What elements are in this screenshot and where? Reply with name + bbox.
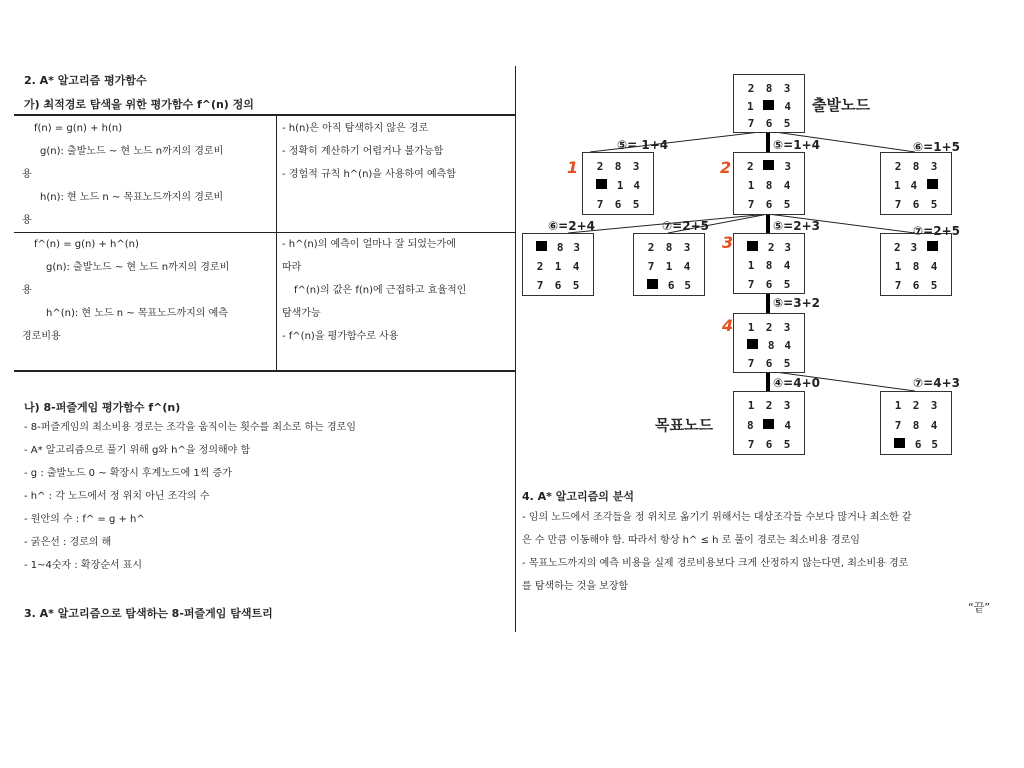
puzzle-tile: 2: [765, 320, 773, 334]
puzzle-row: [734, 160, 804, 173]
puzzle-tile: 3: [930, 399, 938, 413]
cell-line: 용: [22, 215, 32, 226]
puzzle-tile: 4: [930, 418, 938, 432]
puzzle-tile: 2: [747, 81, 755, 95]
f-value-d2: ⑦=4+3: [913, 376, 960, 390]
puzzle-tile: 8: [912, 160, 920, 174]
puzzle-tile: 8: [614, 160, 622, 174]
puzzle-tile: 1: [665, 260, 673, 274]
puzzle-tile: 1: [554, 260, 562, 274]
puzzle-tile: 7: [596, 198, 604, 212]
blank-tile: [763, 100, 774, 110]
list-item: - g : 출발노드 0 ~ 확장시 후계노드에 1씩 증가: [24, 468, 232, 479]
cell-line: g(n): 출발노드 ~ 현 노드 n까지의 경로비: [40, 146, 224, 157]
puzzle-tile: 5: [931, 437, 939, 451]
puzzle-tile: 3: [783, 320, 791, 334]
puzzle-tile: 1: [746, 99, 754, 113]
puzzle-node-b4: [880, 233, 952, 296]
cell-line: 용: [22, 285, 32, 296]
puzzle-tile: 2: [596, 160, 604, 174]
subsection-a-title: 가) 최적경로 탐색을 위한 평가함수 f^(n) 정의: [24, 98, 254, 111]
list-item: - 1~4숫자 : 확장순서 표시: [24, 560, 143, 571]
f-value-a1: ⑤= 1+4: [617, 138, 669, 152]
puzzle-row: [523, 241, 593, 254]
puzzle-tile: 8: [765, 179, 773, 193]
puzzle-tile: 3: [930, 160, 938, 174]
puzzle-tile: 5: [632, 198, 640, 212]
puzzle-tile: 7: [894, 279, 902, 293]
puzzle-tile: 6: [765, 277, 773, 291]
puzzle-tile: 2: [746, 160, 754, 174]
puzzle-row: [881, 160, 951, 173]
puzzle-row: [881, 179, 951, 192]
paragraph-line: - 임의 노드에서 조각들을 정 위치로 옮기기 위해서는 대상조각들 수보다 많거나 최소한 같: [522, 512, 912, 523]
puzzle-tile: 6: [914, 437, 922, 451]
blank-tile: [894, 438, 905, 448]
end-mark: “끝”: [968, 601, 991, 614]
blank-tile: [596, 179, 607, 189]
puzzle-tile: 6: [614, 198, 622, 212]
blank-tile: [763, 419, 774, 429]
list-item: - A* 알고리즘으로 풀기 위해 g와 h^을 정의해야 함: [24, 445, 251, 456]
blank-tile: [647, 279, 658, 289]
puzzle-tile: 7: [647, 260, 655, 274]
puzzle-tile: 7: [747, 356, 755, 370]
puzzle-tile: 5: [930, 279, 938, 293]
puzzle-row: [881, 198, 951, 211]
puzzle-tile: 1: [894, 260, 902, 274]
puzzle-tile: 4: [784, 99, 792, 113]
puzzle-tile: 3: [783, 399, 791, 413]
f-value-b2: ⑦=2+5: [662, 219, 709, 233]
puzzle-row: [583, 160, 653, 173]
puzzle-tile: 5: [783, 117, 791, 131]
puzzle-row: [583, 198, 653, 211]
start-node-label: 출발노드: [812, 96, 870, 114]
expansion-step-1: 1: [567, 158, 579, 177]
puzzle-row: [634, 260, 704, 273]
blank-tile: [747, 339, 758, 349]
f-value-d1: ④=4+0: [773, 376, 820, 390]
puzzle-tile: 4: [930, 260, 938, 274]
puzzle-tile: 8: [912, 418, 920, 432]
expansion-step-3: 3: [722, 233, 734, 252]
puzzle-tile: 2: [893, 241, 901, 255]
puzzle-tile: 1: [747, 399, 755, 413]
cell-line: 경로비용: [22, 331, 61, 342]
puzzle-row: [734, 100, 804, 113]
paragraph-line: - 목표노드까지의 예측 비용을 실제 경로비용보다 크게 산정하지 않는다면, 최소비용 경로: [522, 558, 909, 569]
puzzle-tile: 8: [665, 241, 673, 255]
puzzle-node-goal: [733, 391, 805, 455]
puzzle-tile: 4: [783, 259, 791, 273]
f-value-b3: ⑤=2+3: [773, 219, 820, 233]
puzzle-tile: 6: [765, 198, 773, 212]
section4-body: [522, 511, 912, 603]
puzzle-row: [734, 241, 804, 254]
puzzle-tile: 1: [893, 179, 901, 193]
puzzle-tile: 6: [912, 279, 920, 293]
cell-line: f(n) = g(n) + h(n): [34, 123, 123, 134]
puzzle-tile: 6: [667, 279, 675, 293]
puzzle-tile: 6: [765, 437, 773, 451]
puzzle-row: [881, 438, 951, 451]
puzzle-tile: 4: [633, 179, 641, 193]
cell-line: h(n): 현 노드 n ~ 목표노드까지의 경로비: [40, 192, 224, 203]
puzzle-row: [734, 321, 804, 334]
puzzle-tile: 7: [894, 418, 902, 432]
puzzle-node-a3: [880, 152, 952, 215]
puzzle-tile: 4: [784, 418, 792, 432]
puzzle-tile: 8: [746, 418, 754, 432]
puzzle-row: [523, 279, 593, 292]
cell-line: 따라: [282, 262, 302, 273]
puzzle-row: [734, 259, 804, 272]
puzzle-row: [881, 241, 951, 254]
puzzle-node-a2: [733, 152, 805, 215]
puzzle-tile: 4: [572, 260, 580, 274]
puzzle-row: [583, 179, 653, 192]
puzzle-row: [734, 117, 804, 130]
puzzle-row: [881, 260, 951, 273]
puzzle-tile: 5: [783, 437, 791, 451]
goal-node-label: 목표노드: [655, 416, 713, 434]
cell-line: f^(n) = g(n) + h^(n): [34, 239, 139, 250]
list-item: - 원안의 수 : f^ = g + h^: [24, 514, 145, 525]
blank-tile: [763, 160, 774, 170]
cell-line: - h^(n)의 예측이 얼마나 잘 되었는가에: [282, 239, 456, 250]
puzzle-tile: 3: [784, 160, 792, 174]
puzzle-tile: 4: [683, 260, 691, 274]
cell-line: h^(n): 현 노드 n ~ 목표노드까지의 예측: [46, 308, 228, 319]
puzzle-row: [734, 339, 804, 352]
puzzle-tile: 3: [784, 241, 792, 255]
section2-title: 2. A* 알고리즘 평가함수: [24, 74, 147, 87]
f-value-c1: ⑤=3+2: [773, 296, 820, 310]
puzzle-node-a1: [582, 152, 654, 215]
puzzle-tile: 4: [784, 338, 792, 352]
subsection-b-title: 나) 8-퍼즐게임 평가함수 f^(n): [24, 401, 181, 414]
puzzle-row: [523, 260, 593, 273]
puzzle-tile: 5: [684, 279, 692, 293]
puzzle-row: [734, 179, 804, 192]
puzzle-tile: 4: [910, 179, 918, 193]
f-value-b4: ⑦=2+5: [913, 224, 960, 238]
puzzle-tile: 5: [783, 356, 791, 370]
puzzle-node-b2: [633, 233, 705, 296]
puzzle-tile: 7: [747, 117, 755, 131]
puzzle-node-c1: [733, 313, 805, 373]
cell-line: 탐색가능: [282, 308, 321, 319]
puzzle-row: [734, 357, 804, 370]
puzzle-row: [881, 399, 951, 412]
puzzle-tile: 2: [767, 241, 775, 255]
cell-line: - 정확히 계산하기 어렵거나 불가능함: [282, 146, 444, 157]
list-item: - 굵은선 : 경로의 해: [24, 537, 112, 548]
cell-line: 용: [22, 169, 32, 180]
puzzle-tile: 6: [765, 356, 773, 370]
cell-line: g(n): 출발노드 ~ 현 노드 n까지의 경로비: [46, 262, 230, 273]
puzzle-tile: 5: [783, 198, 791, 212]
puzzle-tile: 1: [747, 179, 755, 193]
list-item: - h^ : 각 노드에서 정 위치 아닌 조각의 수: [24, 491, 210, 502]
puzzle-tile: 7: [894, 198, 902, 212]
puzzle-tile: 3: [910, 241, 918, 255]
expansion-step-4: 4: [722, 316, 734, 335]
puzzle-row: [734, 419, 804, 432]
puzzle-tile: 4: [783, 179, 791, 193]
puzzle-tile: 8: [912, 260, 920, 274]
cell-line: f^(n)의 값은 f(n)에 근접하고 효율적인: [294, 285, 467, 296]
puzzle-tile: 7: [747, 277, 755, 291]
f-value-a2: ⑤=1+4: [773, 138, 820, 152]
puzzle-tile: 2: [912, 399, 920, 413]
puzzle-row: [634, 279, 704, 292]
puzzle-tile: 5: [783, 277, 791, 291]
puzzle-tile: 5: [930, 198, 938, 212]
puzzle-tile: 2: [647, 241, 655, 255]
paragraph-line: 은 수 만큼 이동해야 함. 따라서 항상 h^ ≤ h 로 풀이 경로는 최소비용 경로임: [522, 535, 860, 546]
blank-tile: [536, 241, 547, 251]
puzzle-tile: 3: [632, 160, 640, 174]
puzzle-row: [734, 399, 804, 412]
expansion-step-2: 2: [720, 158, 732, 177]
puzzle-tile: 1: [616, 179, 624, 193]
paragraph-line: 를 탐색하는 것을 보장함: [522, 581, 629, 592]
puzzle-row: [881, 279, 951, 292]
puzzle-tile: 2: [894, 160, 902, 174]
section4-title: 4. A* 알고리즘의 분석: [522, 490, 634, 503]
puzzle-tile: 6: [765, 117, 773, 131]
puzzle-row: [734, 82, 804, 95]
section3-title: 3. A* 알고리즘으로 탐색하는 8-퍼즐게임 탐색트리: [24, 607, 273, 620]
puzzle-row: [734, 198, 804, 211]
puzzle-row: [734, 438, 804, 451]
list-item: - 8-퍼즐게임의 최소비용 경로는 조각을 움직이는 횟수를 최소로 하는 경로임: [24, 422, 356, 433]
blank-tile: [927, 179, 938, 189]
puzzle-row: [881, 419, 951, 432]
puzzle-tile: 3: [683, 241, 691, 255]
puzzle-node-b3: [733, 233, 805, 294]
puzzle-tile: 1: [747, 320, 755, 334]
cell-line: - 경험적 규칙 h^(n)을 사용하여 예측함: [282, 169, 456, 180]
cell-line: - f^(n)을 평가함수로 사용: [282, 331, 399, 342]
puzzle-tile: 7: [747, 437, 755, 451]
puzzle-tile: 6: [912, 198, 920, 212]
puzzle-tile: 2: [765, 399, 773, 413]
puzzle-node-start: [733, 74, 805, 133]
puzzle-tile: 3: [783, 81, 791, 95]
puzzle-tile: 1: [747, 259, 755, 273]
puzzle-tile: 7: [536, 279, 544, 293]
puzzle-tile: 7: [747, 198, 755, 212]
puzzle-tile: 8: [765, 259, 773, 273]
puzzle-node-d2: [880, 391, 952, 455]
cell-line: - h(n)은 아직 탐색하지 않은 경로: [282, 123, 429, 134]
puzzle-tile: 2: [536, 260, 544, 274]
puzzle-tile: 3: [573, 241, 581, 255]
puzzle-row: [634, 241, 704, 254]
f-value-a3: ⑥=1+5: [913, 140, 960, 154]
puzzle-tile: 1: [894, 399, 902, 413]
puzzle-tile: 5: [572, 279, 580, 293]
puzzle-tile: 8: [767, 338, 775, 352]
blank-tile: [747, 241, 758, 251]
puzzle-tile: 8: [765, 81, 773, 95]
puzzle-node-b1: [522, 233, 594, 296]
puzzle-row: [734, 278, 804, 291]
puzzle-tile: 6: [554, 279, 562, 293]
puzzle-tile: 8: [556, 241, 564, 255]
f-value-b1: ⑥=2+4: [548, 219, 595, 233]
blank-tile: [927, 241, 938, 251]
